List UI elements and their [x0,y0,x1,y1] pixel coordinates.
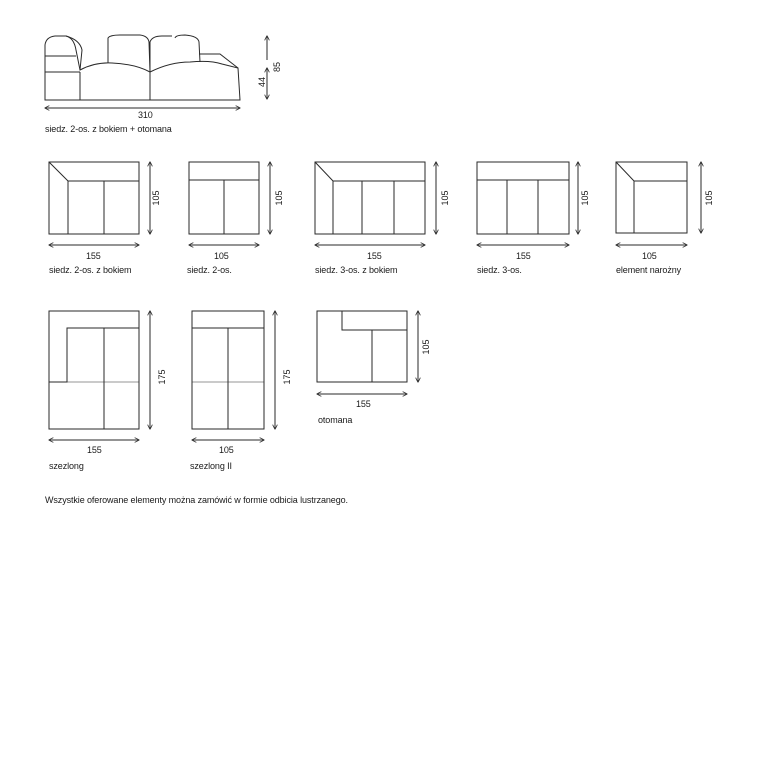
module-plan-4 [477,162,569,234]
module-1-label: siedz. 2-os. z bokiem [49,265,132,275]
module-3-width: 155 [367,251,382,261]
module-plan-3 [315,162,425,234]
footnote: Wszystkie oferowane elementy można zamówić w formie odbicia lustrzanego. [45,495,348,505]
module-3-depth: 105 [440,190,450,206]
module-2-depth: 105 [274,190,284,206]
module-4-depth: 105 [580,190,590,206]
module-1-depth: 105 [151,190,161,206]
module-plan-7 [192,311,264,429]
module-8-width: 155 [356,399,371,409]
hero-label: siedz. 2-os. z bokiem + otomana [45,124,172,134]
module-8-depth: 105 [421,339,431,355]
module-6-depth: 175 [157,369,167,385]
module-1-width: 155 [86,251,101,261]
module-2-label: siedz. 2-os. [187,265,232,275]
module-5-label: element narożny [616,265,682,275]
hero-seat-height-value: 44 [257,77,267,88]
hero-sofa-elevation [45,35,240,100]
module-plan-2 [189,162,259,234]
module-5-width: 105 [642,251,657,261]
module-4-width: 155 [516,251,531,261]
module-plan-5 [616,162,687,233]
module-plan-1 [49,162,139,234]
module-4-label: siedz. 3-os. [477,265,522,275]
module-6-label: szezlong [49,461,84,471]
hero-width-value: 310 [138,110,153,120]
module-6-width: 155 [87,445,102,455]
module-plan-8 [317,311,407,382]
module-2-width: 105 [214,251,229,261]
module-7-width: 105 [219,445,234,455]
module-8-label: otomana [318,415,353,425]
module-7-label: szezlong II [190,461,232,471]
module-5-depth: 105 [704,190,714,206]
module-3-label: siedz. 3-os. z bokiem [315,265,398,275]
module-plan-6 [49,311,139,429]
module-7-depth: 175 [282,369,292,385]
hero-total-height-value: 85 [272,62,282,73]
